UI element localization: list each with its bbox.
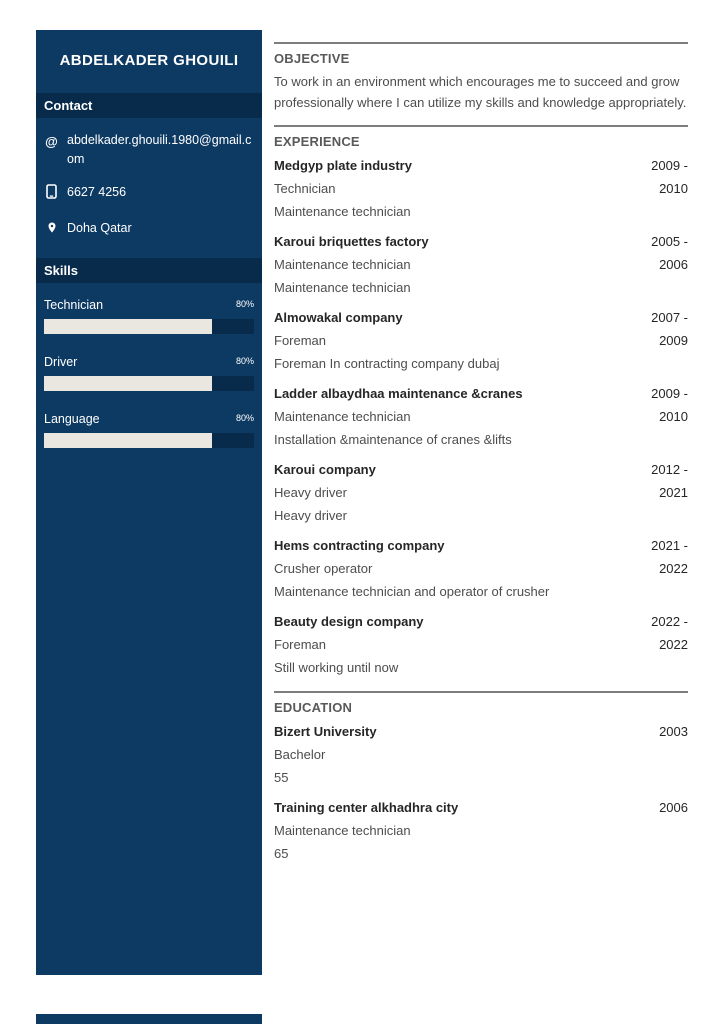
entry-description: Foreman In contracting company dubaj (274, 356, 500, 371)
entry-degree: Bachelor (274, 747, 326, 762)
entry-role: Technician (274, 181, 336, 196)
contact-location-text: Doha Qatar (67, 221, 132, 235)
entry-dates (628, 230, 688, 299)
entry-date-start: 2012 - (651, 462, 688, 477)
experience-entry (274, 610, 688, 679)
contact-item-location (36, 212, 262, 248)
experience-heading: EXPERIENCE (274, 134, 360, 149)
skill-percent: 80% (235, 299, 254, 309)
entry-dates (628, 382, 688, 451)
entry-main (274, 458, 628, 527)
entry-main (274, 610, 628, 679)
contact-item-phone (36, 176, 262, 212)
location-pin-icon (44, 219, 59, 241)
education-entry (274, 796, 688, 865)
entry-title: Medgyp plate industry (274, 158, 412, 173)
entry-title: Training center alkhadhra city (274, 800, 459, 815)
contact-email-text: abdelkader.ghouili.1980@gmail.com (67, 133, 252, 166)
contact-phone-text: 6627 4256 (67, 185, 127, 199)
skill-percent: 80% (235, 356, 254, 366)
entry-role: Maintenance technician (274, 409, 411, 424)
entry-date-end: 2010 (659, 409, 688, 424)
contact-section-title: Contact (36, 93, 262, 118)
candidate-name: ABDELKADER GHOUILI (59, 52, 239, 69)
phone-icon (44, 183, 59, 205)
entry-main (274, 306, 628, 375)
education-entry (274, 720, 688, 789)
skill-bar-fill (44, 319, 212, 334)
education-list (274, 720, 688, 865)
section-divider (274, 125, 688, 127)
entry-dates (628, 796, 688, 865)
objective-text: To work in an environment which encourages me to succeed and grow professionally where I can utilize my skills and knowledge appropriately. (274, 74, 687, 110)
entry-date-start: 2021 - (651, 538, 688, 553)
entry-date-end: 2021 (659, 485, 688, 500)
skill-header (44, 298, 254, 312)
section-divider (274, 42, 688, 44)
objective-heading: OBJECTIVE (274, 51, 350, 66)
entry-dates (628, 720, 688, 789)
skill-bar-track (44, 376, 254, 391)
entry-date-end: 2022 (659, 561, 688, 576)
entry-description: Maintenance technician (274, 280, 411, 295)
entry-dates (628, 610, 688, 679)
entry-title: Ladder albaydhaa maintenance &cranes (274, 386, 523, 401)
skill-header (44, 412, 254, 426)
sidebar (36, 30, 262, 975)
entry-main (274, 230, 628, 299)
entry-role: Foreman (274, 637, 327, 652)
entry-main (274, 154, 628, 223)
skill-percent: 80% (235, 413, 254, 423)
experience-section (274, 125, 688, 679)
entry-dates (628, 534, 688, 603)
entry-description: Maintenance technician (274, 204, 411, 219)
entry-title: Karoui briquettes factory (274, 234, 429, 249)
entry-title: Bizert University (274, 724, 377, 739)
section-divider (274, 691, 688, 693)
entry-date-start: 2005 - (651, 234, 688, 249)
entry-date-start: 2006 (659, 800, 688, 815)
skills-list (36, 283, 262, 470)
skill-label: Language (44, 412, 100, 426)
skill-bar-track (44, 319, 254, 334)
skill-bar-track (44, 433, 254, 448)
entry-dates (628, 306, 688, 375)
entry-date-start: 2009 - (651, 386, 688, 401)
skill-header (44, 355, 254, 369)
entry-dates (628, 154, 688, 223)
entry-role: Foreman (274, 333, 327, 348)
skill-label: Technician (44, 298, 104, 312)
objective-section (274, 42, 688, 113)
entry-description: Maintenance technician and operator of crusher (274, 584, 550, 599)
experience-entry (274, 306, 688, 375)
entry-dates (628, 458, 688, 527)
contact-list (36, 118, 262, 258)
entry-date-start: 2022 - (651, 614, 688, 629)
entry-date-start: 2003 (659, 724, 688, 739)
entry-date-end: 2006 (659, 257, 688, 272)
skill-bar-fill (44, 433, 212, 448)
entry-description: Still working until now (274, 660, 399, 675)
experience-entry (274, 458, 688, 527)
next-page-sidebar-sliver (36, 1014, 262, 1024)
main-content (274, 30, 688, 872)
contact-item-email (36, 124, 262, 176)
experience-entry (274, 534, 688, 603)
entry-score: 65 (274, 846, 289, 861)
entry-degree: Maintenance technician (274, 823, 411, 838)
education-heading: EDUCATION (274, 700, 353, 715)
skill-bar-fill (44, 376, 212, 391)
entry-main (274, 534, 628, 603)
entry-description: Installation &maintenance of cranes &lifts (274, 432, 512, 447)
skill-item (36, 289, 262, 346)
entry-role: Heavy driver (274, 485, 347, 500)
entry-main (274, 720, 628, 789)
entry-date-start: 2007 - (651, 310, 688, 325)
skill-item (36, 403, 262, 460)
entry-title: Hems contracting company (274, 538, 445, 553)
entry-date-end: 2010 (659, 181, 688, 196)
entry-role: Crusher operator (274, 561, 373, 576)
experience-entry (274, 382, 688, 451)
education-section (274, 691, 688, 865)
experience-entry (274, 230, 688, 299)
entry-title: Karoui company (274, 462, 376, 477)
entry-description: Heavy driver (274, 508, 347, 523)
entry-role: Maintenance technician (274, 257, 411, 272)
skill-label: Driver (44, 355, 78, 369)
entry-date-start: 2009 - (651, 158, 688, 173)
skills-section-title: Skills (36, 258, 262, 283)
experience-entry (274, 154, 688, 223)
email-icon: @ (45, 134, 58, 149)
experience-list (274, 154, 688, 679)
entry-date-end: 2022 (659, 637, 688, 652)
entry-title: Almowakal company (274, 310, 403, 325)
entry-main (274, 382, 628, 451)
entry-title: Beauty design company (274, 614, 424, 629)
entry-date-end: 2009 (659, 333, 688, 348)
skill-item (36, 346, 262, 403)
entry-main (274, 796, 628, 865)
entry-score: 55 (274, 770, 289, 785)
